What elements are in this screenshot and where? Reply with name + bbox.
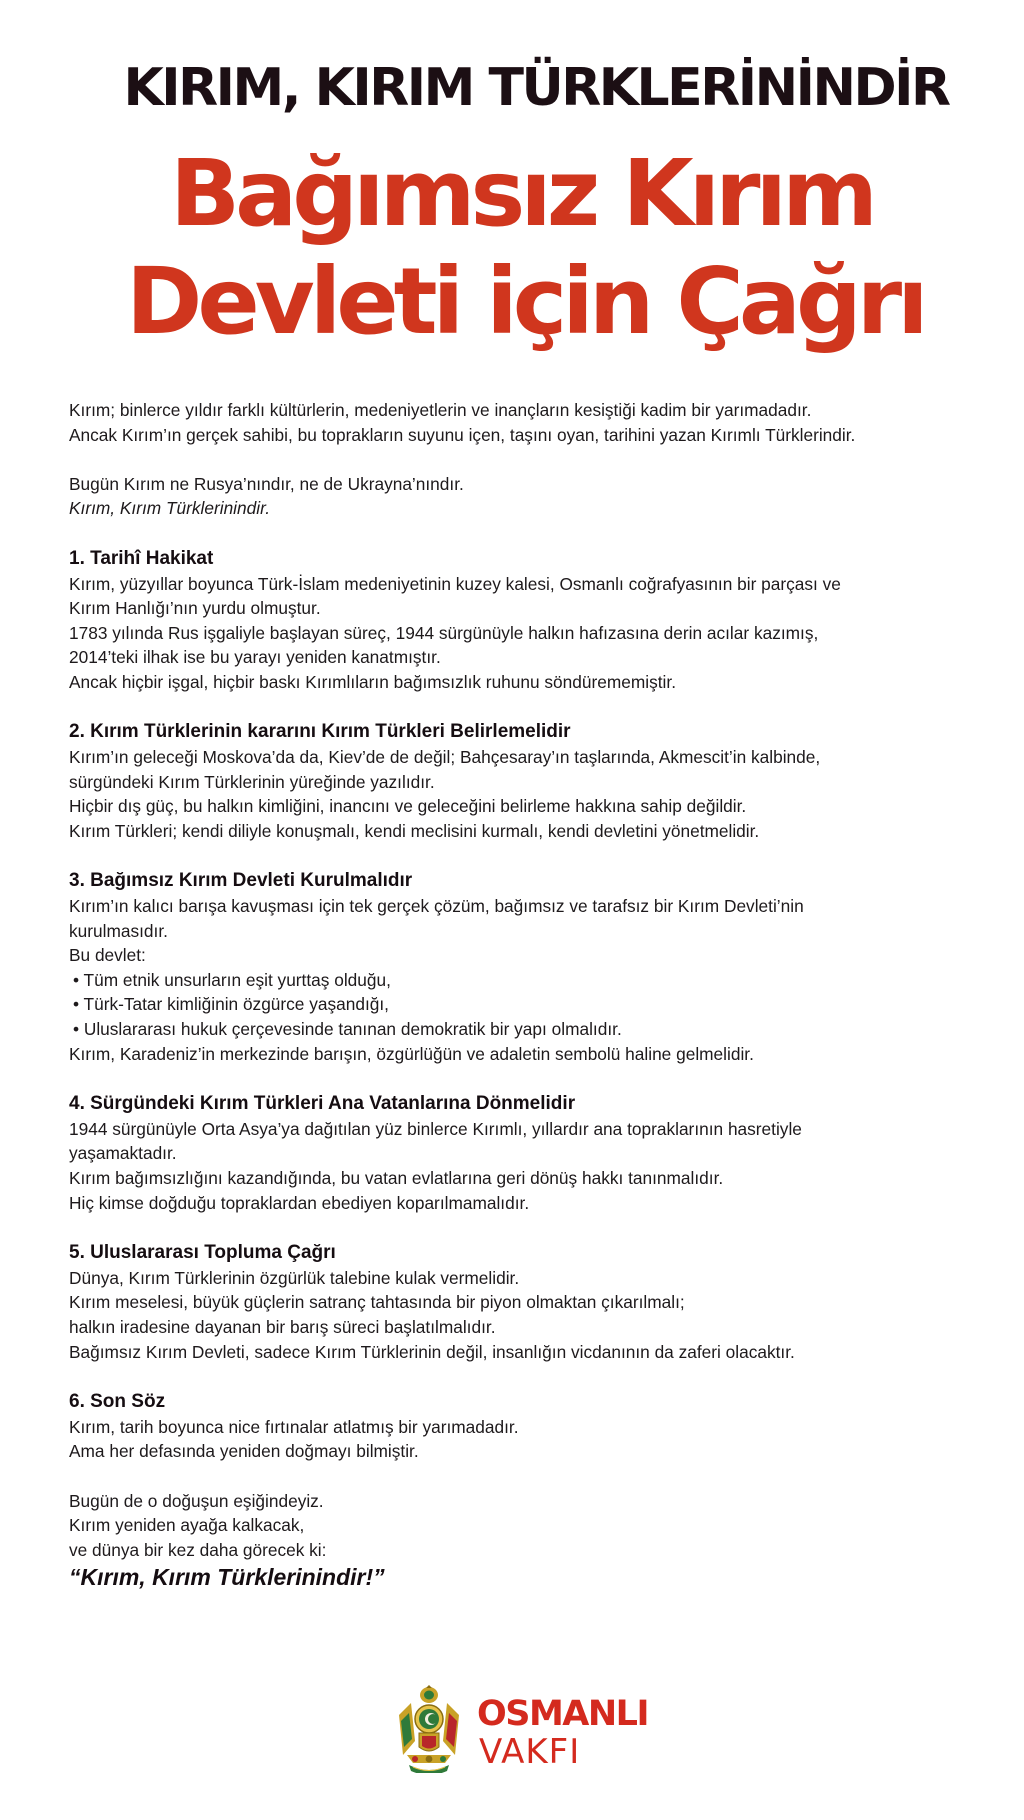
section-line: Dünya, Kırım Türklerinin özgürlük talebine kulak vermelidir. xyxy=(69,1267,520,1288)
section-line: Kırım, yüzyıllar boyunca Türk-İslam medeniyetinin kuzey kalesi, Osmanlı coğrafyasının bir parçası ve xyxy=(69,573,841,594)
bullet-item: • Uluslararası hukuk çerçevesinde tanınan demokratik bir yapı olmalıdır. xyxy=(73,1019,622,1040)
intro-paragraph-1: Kırım; binlerce yıldır farklı kültürlerin, medeniyetlerin ve inançların kesiştiği kadim bir yarımadadır. xyxy=(69,400,812,420)
final-quote: “Kırım, Kırım Türklerinindir!” xyxy=(69,1564,385,1591)
section-title: 1. Tarihî Hakikat xyxy=(69,547,214,569)
section-line: 1944 sürgünüyle Orta Asya’ya dağıtılan yüz binlerce Kırımlı, yıllardır ana topraklarının hasretiyle xyxy=(69,1118,802,1139)
intro-paragraph-4: Kırım, Kırım Türklerinindir. xyxy=(69,498,270,519)
section-1 xyxy=(69,546,989,695)
headline-line-2: Devleti için Çağrı xyxy=(126,248,924,355)
section-line: Kırım Türkleri; kendi diliyle konuşmalı, kendi meclisini kurmalı, kendi devletini yönetmelidir. xyxy=(69,820,760,841)
section-line: Bağımsız Kırım Devleti, sadece Kırım Türklerinin değil, insanlığın vicdanının da zaferi olacaktır. xyxy=(69,1341,795,1362)
logo-text-vakfi: VAKFI xyxy=(479,1732,581,1772)
section-line: sürgündeki Kırım Türklerinin yüreğinde yazılıdır. xyxy=(69,771,435,792)
section-line: Kırım, tarih boyunca nice fırtınalar atlatmış bir yarımadadır. xyxy=(69,1416,519,1437)
section-title: 3. Bağımsız Kırım Devleti Kurulmalıdır xyxy=(69,870,413,892)
closing xyxy=(69,1489,989,1593)
article-body xyxy=(69,398,989,1592)
section-3 xyxy=(69,868,989,1066)
section-line: Ancak hiçbir işgal, hiçbir baskı Kırımlıların bağımsızlık ruhunu söndürememiştir. xyxy=(69,671,676,692)
section-line: yaşamaktadır. xyxy=(69,1143,177,1164)
section-line: kurulmasıdır. xyxy=(69,920,168,941)
supertitle: KIRIM, KIRIM TÜRKLERİNİNDİR xyxy=(123,58,949,118)
section-line: Bu devlet: xyxy=(69,945,146,966)
section-line: Ama her defasında yeniden doğmayı bilmiştir. xyxy=(69,1441,419,1462)
section-line: Kırım, Karadeniz’in merkezinde barışın, özgürlüğün ve adaletin sembolü haline gelmelidir. xyxy=(69,1043,754,1064)
section-line: 1783 yılında Rus işgaliyle başlayan süreç, 1944 sürgünüyle halkın hafızasına derin acılar kazımış, xyxy=(69,622,819,643)
section-line: Kırım Hanlığı’nın yurdu olmuştur. xyxy=(69,598,321,619)
bullet-item: • Türk-Tatar kimliğinin özgürce yaşandığı, xyxy=(73,994,389,1015)
section-line: Kırım bağımsızlığını kazandığında, bu vatan evlatlarına geri dönüş hakkı tanınmalıdır. xyxy=(69,1168,724,1189)
section-line: Kırım’ın geleceği Moskova’da da, Kiev’de de değil; Bahçesaray’ın taşlarında, Akmescit’in kalbinde, xyxy=(69,747,821,768)
section-line: Hiç kimse doğduğu topraklardan ebediyen koparılmamalıdır. xyxy=(69,1192,530,1213)
section-line: 2014’teki ilhak ise bu yarayı yeniden kanatmıştır. xyxy=(69,647,441,668)
section-line: Hiçbir dış güç, bu halkın kimliğini, inancını ve geleceğini belirleme hakkına sahip değildir. xyxy=(69,796,747,817)
closing-line: ve dünya bir kez daha görecek ki: xyxy=(69,1539,327,1560)
intro-paragraph-2: Ancak Kırım’ın gerçek sahibi, bu toprakların suyunu içen, taşını oyan, tarihini yazan Kırımlı Türklerindir. xyxy=(69,424,856,445)
section-2 xyxy=(69,719,989,843)
section-6 xyxy=(69,1389,989,1464)
section-title: 6. Son Söz xyxy=(69,1390,166,1412)
section-line: halkın iradesine dayanan bir barış süreci başlatılmalıdır. xyxy=(69,1317,496,1337)
section-title: 5. Uluslararası Topluma Çağrı xyxy=(69,1241,336,1263)
logo-text-osmanli: OSMANLI xyxy=(477,1694,648,1734)
closing-line: Bugün de o doğuşun eşiğindeyiz. xyxy=(69,1490,324,1511)
osmanli-vakfi-logo xyxy=(393,1685,653,1775)
section-line: Kırım’ın kalıcı barışa kavuşması için tek gerçek çözüm, bağımsız ve tarafsız bir Kırım Devleti’nin xyxy=(69,896,804,917)
closing-line: Kırım yeniden ayağa kalkacak, xyxy=(69,1515,305,1536)
intro-paragraph-3: Bugün Kırım ne Rusya’nındır, ne de Ukrayna’nındır. xyxy=(69,473,464,494)
headline-line-1: Bağımsız Kırım xyxy=(170,140,873,247)
bullet-item: • Tüm etnik unsurların eşit yurttaş olduğu, xyxy=(73,969,391,990)
section-4 xyxy=(69,1091,989,1215)
section-title: 2. Kırım Türklerinin kararını Kırım Türkleri Belirlemelidir xyxy=(69,721,571,743)
section-line: Kırım meselesi, büyük güçlerin satranç tahtasında bir piyon olmaktan çıkarılmalı; xyxy=(69,1292,685,1313)
section-5 xyxy=(69,1240,989,1364)
ottoman-coat-of-arms-icon xyxy=(393,1685,465,1773)
section-title: 4. Sürgündeki Kırım Türkleri Ana Vatanlarına Dönmelidir xyxy=(69,1092,576,1114)
